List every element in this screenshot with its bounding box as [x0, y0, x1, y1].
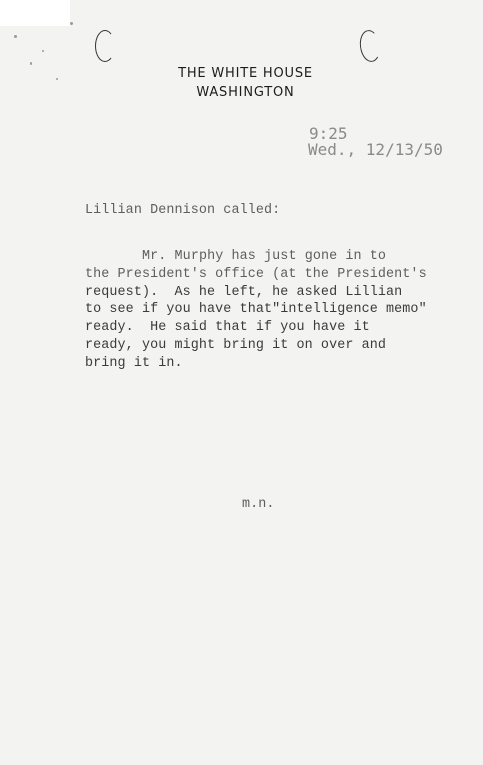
message-line: ready. He said that if you have it [85, 320, 370, 335]
paper-speck [70, 22, 73, 25]
paper-speck [42, 50, 44, 52]
message-line: to see if you have that"intelligence memo" [85, 302, 427, 317]
note-date: Wed., 12/13/50 [308, 140, 443, 159]
message-line: the President's office (at the President's [85, 267, 427, 282]
signature-initials: m.n. [242, 497, 275, 512]
letterhead-title: THE WHITE HOUSE [178, 66, 313, 81]
torn-corner [0, 0, 70, 26]
punch-hole-left-icon [95, 30, 115, 62]
paper-speck [30, 62, 32, 65]
message-line: ready, you might bring it on over and [85, 338, 387, 353]
message-line: request). As he left, he asked Lillian [85, 285, 403, 300]
letterhead-location: WASHINGTON [196, 85, 295, 100]
paper-speck [14, 35, 17, 38]
message-line: bring it in. [85, 356, 183, 371]
caller-line: Lillian Dennison called: [85, 203, 281, 218]
punch-hole-right-icon [358, 29, 382, 63]
message-line: Mr. Murphy has just gone in to [142, 249, 387, 264]
note-time: 9:25 [309, 124, 348, 143]
